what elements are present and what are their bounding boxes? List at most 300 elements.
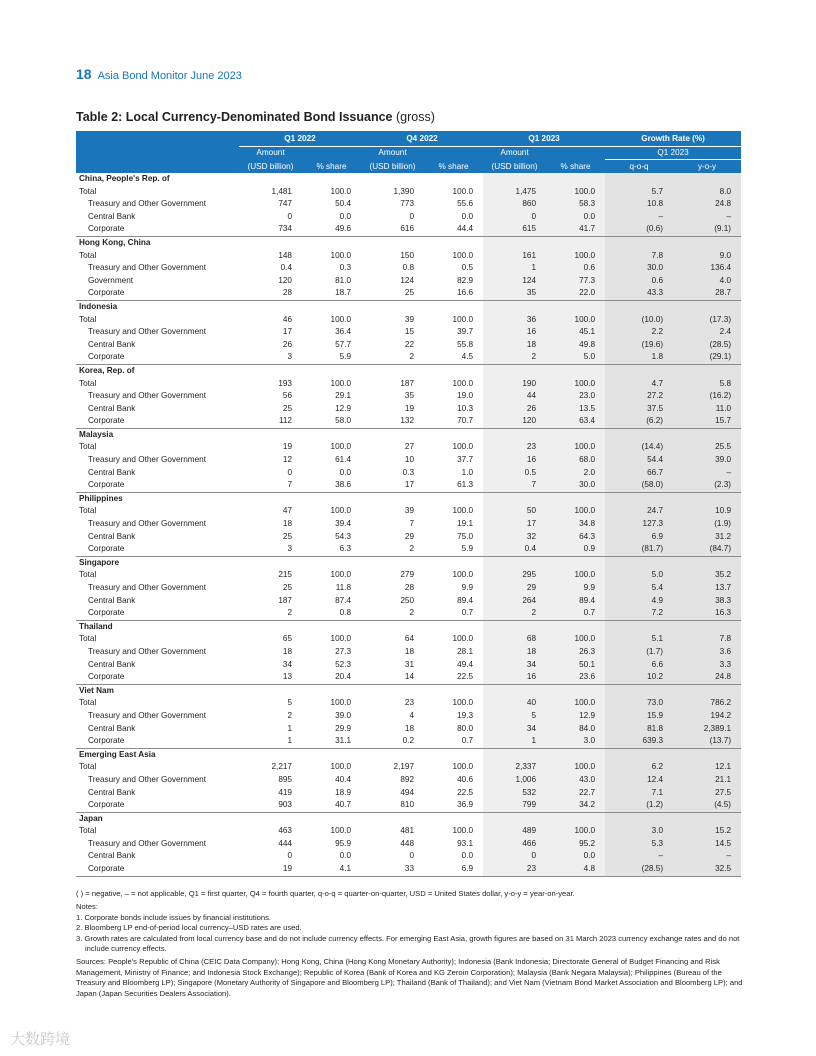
table-cell: 100.0: [546, 761, 605, 774]
table-cell: 17: [361, 479, 424, 492]
table-cell: 489: [483, 825, 546, 838]
table-cell: 25: [282, 531, 292, 541]
table-cell: –: [605, 850, 673, 863]
abbreviation-legend: ( ) = negative, – = not applicable, Q1 = first quarter, Q4 = fourth quarter, q-o-q = quarter-on-quarter, USD = United States dollar, y-o-y = year-on-year.: [76, 889, 575, 898]
row-label: Total: [79, 378, 97, 388]
table-cell: 18: [404, 723, 415, 733]
table-row: [76, 403, 741, 416]
table-cell: 0.6: [546, 262, 605, 275]
table-cell: 4.9: [605, 595, 673, 608]
table-cell: 616: [361, 223, 424, 236]
table-cell: 56: [282, 391, 292, 401]
country-header-row: [76, 684, 741, 697]
table-cell: 77.3: [546, 275, 605, 288]
table-cell: 47: [282, 506, 292, 516]
table-cell: 100.0: [546, 569, 605, 582]
row-label: Corporate: [76, 671, 239, 684]
table-cell: 0.3: [339, 263, 352, 273]
note-item: 3. Growth rates are calculated from local currency base and do not include currency effects. For emerging East Asia, growth figures are based on 31 March 2023 currency exchange rates and do not include currency effects.: [76, 933, 740, 954]
header-q1-2023: Q1 2023: [483, 131, 605, 147]
table-cell: 532: [483, 787, 546, 800]
total-row: [76, 186, 741, 199]
row-label: Treasury and Other Government: [88, 646, 207, 656]
row-label: Corporate: [76, 479, 239, 492]
country-name: China, People's Rep. of: [79, 174, 170, 183]
row-label: Total: [79, 570, 97, 580]
table-cell: 2,217: [271, 762, 292, 772]
table-cell: 24.8: [673, 671, 741, 684]
table-row: [76, 198, 741, 211]
header-yoy: y-o-y: [673, 160, 741, 174]
table-row: [76, 351, 741, 364]
table-cell: 494: [400, 787, 415, 797]
row-label: Treasury and Other Government: [88, 838, 207, 848]
table-row: [76, 850, 741, 863]
table-cell: 23.0: [546, 390, 605, 403]
table-cell: 0: [409, 211, 415, 221]
table-cell: 18: [404, 646, 415, 656]
table-cell: 810: [361, 799, 424, 812]
table-cell: 44: [483, 390, 546, 403]
table-cell: 5: [483, 710, 546, 723]
table-cell: 30.0: [546, 479, 605, 492]
table-cell: 2: [287, 710, 292, 720]
table-cell: 36.9: [424, 799, 483, 812]
table-cell: 3.6: [673, 646, 741, 659]
table-cell: 0.7: [546, 607, 605, 620]
row-label: Treasury and Other Government: [88, 583, 207, 592]
table-cell: 15.7: [673, 415, 741, 428]
country-header-row: [76, 428, 741, 441]
table-row: [76, 467, 741, 480]
table-cell: 100.0: [330, 186, 352, 196]
table-row: [76, 518, 741, 531]
table-cell: 0.0: [546, 850, 605, 863]
table-cell: 639.3: [605, 735, 673, 748]
row-label: Treasury and Other Government: [88, 199, 207, 209]
table-cell: 40.6: [457, 774, 474, 784]
table-cell: 95.2: [546, 838, 605, 851]
table-cell: 0.0: [461, 211, 474, 221]
table-cell: 19: [239, 863, 302, 876]
table-cell: 100.0: [330, 570, 352, 580]
table-cell: 13: [239, 671, 302, 684]
table-cell: 25.5: [673, 441, 741, 454]
table-cell: 463: [278, 826, 292, 836]
country-header-row: [76, 300, 741, 313]
row-label: Treasury and Other Government: [88, 263, 207, 273]
table-cell: 27: [404, 442, 415, 452]
table-cell: 19.3: [457, 710, 474, 720]
table-cell: 64.3: [546, 531, 605, 544]
table-row: [76, 607, 741, 620]
table-cell: 148: [278, 250, 292, 260]
table-row: [76, 390, 741, 403]
table-cell: 84.0: [546, 723, 605, 736]
table-cell: (13.7): [673, 735, 741, 748]
total-row: [76, 633, 741, 646]
table-cell: 81.8: [605, 723, 673, 736]
table-cell: 7: [409, 519, 415, 529]
table-cell: 0: [409, 851, 415, 861]
table-cell: 6.3: [302, 543, 361, 556]
table-cell: 100.0: [546, 505, 605, 518]
table-cell: 5: [287, 698, 292, 708]
table-cell: 6.6: [605, 659, 673, 672]
table-cell: 93.1: [457, 838, 474, 848]
table-cell: 860: [483, 198, 546, 211]
table-cell: 35: [404, 391, 415, 401]
row-label: Corporate: [76, 735, 239, 748]
table-cell: 54.4: [605, 454, 673, 467]
table-row: [76, 671, 741, 684]
table-cell: 444: [278, 838, 292, 848]
country-name: Emerging East Asia: [76, 748, 239, 761]
table-cell: 161: [483, 250, 546, 263]
country-name: Korea, Rep. of: [76, 364, 239, 377]
table-cell: 4.0: [673, 275, 741, 288]
table-cell: 1,481: [271, 186, 292, 196]
table-cell: 25: [282, 403, 292, 413]
table-cell: 13.5: [546, 403, 605, 416]
country-name: Indonesia: [76, 300, 239, 313]
row-label: Treasury and Other Government: [88, 327, 207, 337]
table-cell: 39.4: [335, 519, 352, 529]
table-cell: 747: [278, 199, 292, 209]
table-cell: 37.5: [605, 403, 673, 416]
table-cell: 100.0: [330, 442, 352, 452]
table-cell: 1,006: [483, 774, 546, 787]
table-cell: 1.0: [461, 467, 474, 477]
table-cell: 32.5: [673, 863, 741, 876]
table-cell: 22: [404, 339, 415, 349]
table-cell: 64: [404, 634, 415, 644]
table-cell: 82.9: [457, 275, 474, 285]
table-cell: 73.0: [605, 697, 673, 710]
table-cell: 34: [282, 659, 292, 669]
table-cell: 35: [483, 287, 546, 300]
page-header: [76, 66, 242, 82]
table-cell: 16.6: [424, 287, 483, 300]
table-cell: 5.9: [424, 543, 483, 556]
country-name: Philippines: [76, 492, 239, 505]
table-cell: (28.5): [673, 339, 741, 352]
country-name: Singapore: [76, 556, 239, 569]
table-cell: 18: [483, 646, 546, 659]
country-name: Thailand: [76, 620, 239, 633]
table-cell: 132: [361, 415, 424, 428]
table-cell: –: [673, 211, 741, 224]
table-cell: 25: [361, 287, 424, 300]
table-cell: 65: [282, 634, 292, 644]
table-cell: 29.1: [335, 391, 352, 401]
table-cell: 50.4: [335, 199, 352, 209]
row-label: Central Bank: [88, 403, 136, 413]
table-cell: 1.8: [605, 351, 673, 364]
table-cell: –: [673, 467, 741, 480]
table-cell: 2.2: [605, 326, 673, 339]
table-row: [76, 531, 741, 544]
table-cell: 39: [404, 506, 415, 516]
table-row: [76, 838, 741, 851]
table-cell: 4: [409, 710, 415, 720]
header-share: % share: [424, 160, 483, 174]
table-cell: 786.2: [673, 697, 741, 710]
table-cell: 3: [239, 543, 302, 556]
table-cell: 63.4: [546, 415, 605, 428]
bond-issuance-table-wrap: [76, 131, 741, 877]
table-cell: 52.3: [335, 659, 352, 669]
table-cell: 2,389.1: [673, 723, 741, 736]
header-amount: Amount: [239, 147, 302, 160]
bond-issuance-table: [76, 131, 741, 877]
table-cell: 5.0: [605, 569, 673, 582]
table-row: [76, 287, 741, 300]
table-cell: 9.9: [461, 583, 474, 592]
header-amount: Amount: [361, 147, 424, 160]
table-cell: 0.0: [339, 211, 352, 221]
row-label: Corporate: [76, 863, 239, 876]
header-qoq: q-o-q: [605, 160, 673, 174]
table-cell: 16: [483, 671, 546, 684]
table-cell: 28: [404, 583, 415, 592]
table-cell: 95.9: [335, 838, 352, 848]
row-label: Total: [79, 698, 97, 708]
country-header-row: [76, 812, 741, 825]
table-cell: 0.8: [302, 607, 361, 620]
table-cell: 45.1: [546, 326, 605, 339]
table-cell: 36: [483, 314, 546, 327]
table-cell: 100.0: [452, 826, 474, 836]
publication-title: Asia Bond Monitor June 2023: [97, 70, 242, 82]
header-unit: (USD billion): [361, 160, 424, 174]
table-cell: 28.1: [457, 646, 474, 656]
table-cell: 41.7: [546, 223, 605, 236]
table-cell: 295: [483, 569, 546, 582]
table-cell: 2: [483, 351, 546, 364]
table-cell: 22.5: [424, 671, 483, 684]
row-label: Total: [79, 826, 97, 836]
country-header-row: [76, 620, 741, 633]
table-cell: 27.5: [673, 787, 741, 800]
table-cell: 7.8: [673, 633, 741, 646]
table-cell: 61.3: [424, 479, 483, 492]
table-cell: 5.3: [605, 838, 673, 851]
table-cell: 0.4: [483, 543, 546, 556]
table-cell: 28: [239, 287, 302, 300]
table-cell: 10.3: [457, 403, 474, 413]
table-row: [76, 275, 741, 288]
table-cell: 4.1: [302, 863, 361, 876]
table-cell: 100.0: [330, 506, 352, 516]
table-title: [76, 110, 435, 124]
table-cell: 215: [278, 570, 292, 580]
table-cell: 23: [483, 441, 546, 454]
table-cell: 24.7: [605, 505, 673, 518]
table-cell: (29.1): [673, 351, 741, 364]
table-cell: 27.3: [335, 646, 352, 656]
table-cell: 193: [278, 378, 292, 388]
table-cell: 18: [483, 339, 546, 352]
table-cell: 55.6: [457, 199, 474, 209]
table-cell: 5.9: [302, 351, 361, 364]
row-label: Total: [79, 314, 97, 324]
table-cell: 100.0: [330, 634, 352, 644]
table-cell: 68: [483, 633, 546, 646]
table-cell: 49.4: [457, 659, 474, 669]
row-label: Central Bank: [88, 467, 136, 477]
table-cell: 100.0: [546, 378, 605, 391]
table-cell: 32: [483, 531, 546, 544]
table-cell: 100.0: [452, 442, 474, 452]
table-cell: 23.6: [546, 671, 605, 684]
table-cell: 9.0: [673, 250, 741, 263]
table-row: [76, 723, 741, 736]
table-cell: 16: [483, 326, 546, 339]
table-cell: 0.0: [339, 851, 352, 861]
table-cell: 0.6: [605, 275, 673, 288]
table-cell: 3.3: [673, 659, 741, 672]
table-cell: 100.0: [452, 186, 474, 196]
table-cell: 5.7: [605, 186, 673, 199]
table-cell: 10.8: [605, 198, 673, 211]
table-cell: 0.5: [461, 263, 474, 273]
total-row: [76, 378, 741, 391]
table-cell: 773: [400, 199, 415, 209]
table-cell: 20.4: [302, 671, 361, 684]
table-title-suffix: (gross): [392, 110, 435, 124]
table-cell: 0.2: [361, 735, 424, 748]
table-cell: 40: [483, 697, 546, 710]
header-amount: Amount: [483, 147, 546, 160]
table-cell: 1: [287, 723, 292, 733]
row-label: Central Bank: [88, 595, 136, 605]
table-cell: 5.8: [673, 378, 741, 391]
table-cell: 33: [361, 863, 424, 876]
table-cell: 2.0: [546, 467, 605, 480]
table-cell: 18: [282, 519, 292, 529]
table-cell: 0: [483, 850, 546, 863]
table-cell: 2: [483, 607, 546, 620]
table-cell: 100.0: [330, 698, 352, 708]
table-cell: 100.0: [452, 314, 474, 324]
table-cell: 31: [404, 659, 415, 669]
table-cell: 1,475: [483, 186, 546, 199]
table-cell: 31.1: [302, 735, 361, 748]
header-unit: (USD billion): [239, 160, 302, 174]
table-cell: 6.9: [605, 531, 673, 544]
table-cell: 0.4: [280, 263, 292, 273]
row-label: Treasury and Other Government: [88, 391, 207, 401]
row-label: Central Bank: [88, 723, 136, 733]
table-cell: 4.7: [605, 378, 673, 391]
table-cell: 100.0: [546, 633, 605, 646]
table-cell: 68.0: [546, 454, 605, 467]
table-cell: 0.7: [424, 735, 483, 748]
table-cell: 81.0: [335, 275, 352, 285]
table-cell: 40.7: [302, 799, 361, 812]
table-cell: 70.7: [424, 415, 483, 428]
table-cell: 100.0: [330, 762, 352, 772]
row-label: Total: [79, 634, 97, 644]
table-cell: 100.0: [546, 314, 605, 327]
table-cell: 1,390: [393, 186, 415, 196]
table-cell: 31.2: [673, 531, 741, 544]
table-cell: 22.7: [546, 787, 605, 800]
table-cell: 35.2: [673, 569, 741, 582]
table-cell: 0.0: [546, 211, 605, 224]
table-cell: 895: [278, 774, 292, 784]
total-row: [76, 505, 741, 518]
table-cell: (19.6): [605, 339, 673, 352]
table-cell: 16.3: [673, 607, 741, 620]
header-q4-2022: Q4 2022: [361, 131, 483, 147]
table-cell: 136.4: [673, 262, 741, 275]
table-row: [76, 262, 741, 275]
table-cell: 13.7: [673, 582, 741, 595]
table-cell: 50: [483, 505, 546, 518]
table-cell: 0.0: [339, 467, 352, 477]
row-label: Corporate: [76, 351, 239, 364]
table-cell: 100.0: [452, 378, 474, 388]
table-cell: 2.4: [673, 326, 741, 339]
table-cell: 799: [483, 799, 546, 812]
table-cell: 18.7: [302, 287, 361, 300]
table-cell: 40.4: [335, 774, 352, 784]
table-body: [76, 173, 741, 876]
table-cell: 100.0: [330, 826, 352, 836]
table-cell: 892: [400, 774, 415, 784]
table-cell: 23: [483, 863, 546, 876]
table-cell: 6.2: [605, 761, 673, 774]
table-cell: 2: [361, 351, 424, 364]
table-cell: 34: [483, 723, 546, 736]
table-row: [76, 863, 741, 876]
table-cell: 43.3: [605, 287, 673, 300]
table-cell: 100.0: [452, 762, 474, 772]
table-cell: 4.8: [546, 863, 605, 876]
table-cell: 0.5: [483, 467, 546, 480]
total-row: [76, 697, 741, 710]
table-cell: 2: [239, 607, 302, 620]
table-cell: 28.7: [673, 287, 741, 300]
table-row: [76, 582, 741, 595]
notes-label: Notes:: [76, 902, 98, 912]
total-row: [76, 314, 741, 327]
table-cell: (16.2): [673, 390, 741, 403]
row-label: Corporate: [76, 543, 239, 556]
table-cell: 58.3: [546, 198, 605, 211]
table-cell: 18: [282, 646, 292, 656]
row-label: Total: [79, 762, 97, 772]
table-cell: (6.2): [605, 415, 673, 428]
row-label: Total: [79, 442, 97, 452]
table-cell: 0.7: [424, 607, 483, 620]
table-cell: 7: [239, 479, 302, 492]
table-cell: (28.5): [605, 863, 673, 876]
country-header-row: [76, 492, 741, 505]
table-cell: 29: [404, 531, 415, 541]
table-row: [76, 211, 741, 224]
table-cell: 187: [278, 595, 292, 605]
table-cell: 61.4: [335, 455, 352, 465]
table-cell: 12.4: [605, 774, 673, 787]
table-cell: 2,197: [393, 762, 415, 772]
table-cell: 15: [404, 327, 415, 337]
table-cell: 0.8: [402, 263, 415, 273]
table-row: [76, 415, 741, 428]
table-cell: (9.1): [673, 223, 741, 236]
